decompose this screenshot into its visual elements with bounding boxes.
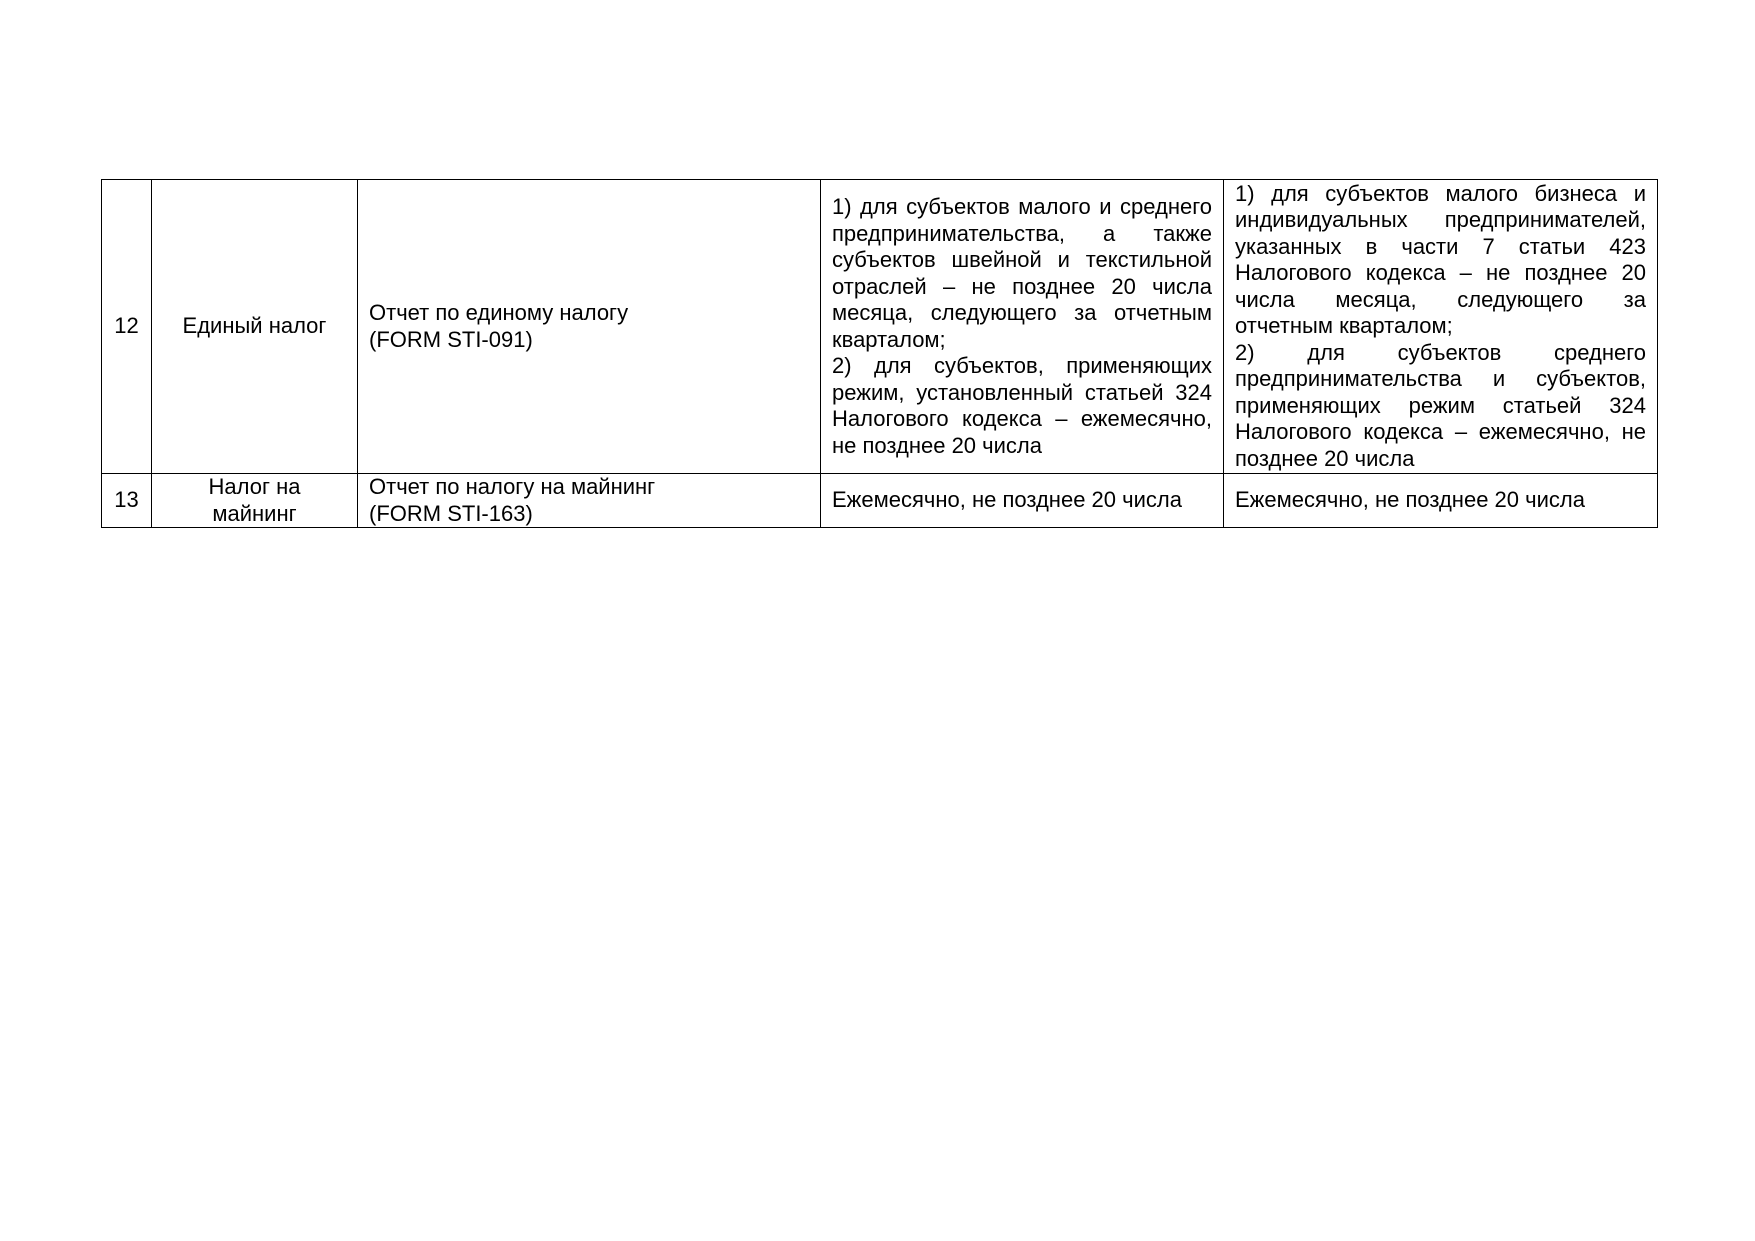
row-number-cell (102, 474, 152, 528)
report-title: Отчет по налогу на майнинг (369, 474, 656, 499)
deadline-text: Ежемесячно, не позднее 20 числа (1235, 487, 1585, 513)
report-cell (358, 474, 821, 528)
tax-name: Единый налог (182, 313, 327, 339)
deadline-text: Ежемесячно, не позднее 20 числа (832, 487, 1182, 513)
deadline-text: 1) для субъектов малого и среднего предпринимательства, а также субъектов швейной и текстильной отраслей – не позднее 20 числа месяца, следующего за отчетным кварталом; (832, 194, 1212, 352)
tax-name: майнинг (212, 500, 297, 526)
report-title: Отчет по единому налогу (369, 300, 629, 325)
deadline-cell-col1 (821, 474, 1224, 528)
deadline-text: 1) для субъектов малого бизнеса и индивидуальных предпринимателей, указанных в части 7 статьи 423 Налогового кодекса – не позднее 20 числа месяца, следующего за отчетным кварталом; (1235, 180, 1646, 339)
row-number-cell (102, 180, 152, 474)
report-form-code: (FORM STI-091) (369, 326, 533, 352)
tax-name-cell (152, 474, 358, 528)
deadline-cell-col2 (1224, 180, 1658, 474)
deadline-cell-col1 (821, 180, 1224, 474)
report-cell (358, 180, 821, 474)
deadline-text: 2) для субъектов среднего предпринимательства и субъектов, применяющих режим статьей 324 Налогового кодекса – ежемесячно, не позднее 20 числа (1235, 339, 1646, 471)
tax-name-cell (152, 180, 358, 474)
tax-reporting-table (101, 179, 1658, 528)
row-number: 12 (114, 313, 139, 339)
table-row (102, 474, 1658, 528)
row-number: 13 (114, 487, 139, 513)
deadline-text: 2) для субъектов, применяющих режим, установленный статьей 324 Налогового кодекса – ежемесячно, не позднее 20 числа (832, 353, 1212, 458)
deadline-cell-col2 (1224, 474, 1658, 528)
report-form-code: (FORM STI-163) (369, 500, 533, 526)
tax-name: Налог на (208, 474, 301, 499)
table-row (102, 180, 1658, 474)
